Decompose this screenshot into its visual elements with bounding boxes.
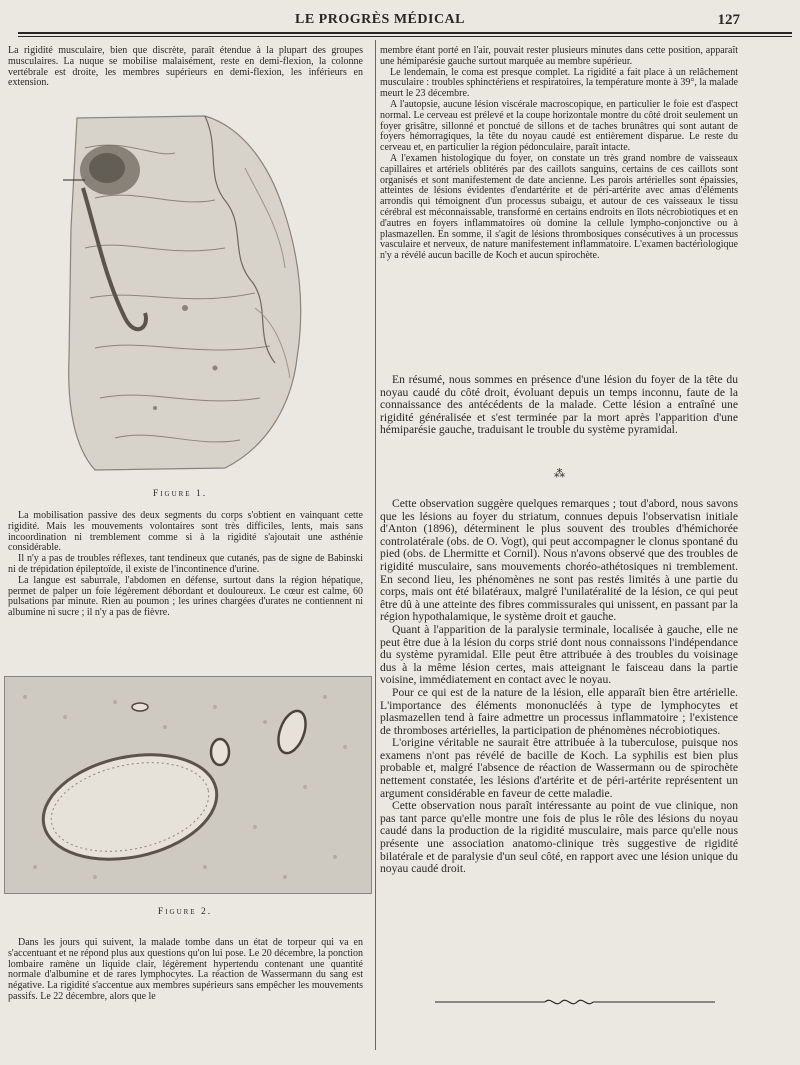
paragraph: Cette observation nous paraît intéressante au point de vue clinique, non pas tant parce qu'elle montre une fois de plus le rôle des lésions du noyau caudé dans la production de la rigidité musculaire, mais parce qu'elle nous présente une association anatomo-clinique très suggestive de rigidité bilatérale et de paralysie d'un seul côté, en rapport avec une lésion unique du noyau caudé droit.	[380, 799, 738, 876]
paragraph: La langue est saburrale, l'abdomen en défense, surtout dans la région hépatique, permet de palper un foie légèrement débordant et douloureux. Le cœur est calme, 60 pulsations par minute. Rien au poumon ; les urines chargées d'urates ne contiennent ni albumine ni sucre ; il n'y a pas de fièvre.	[8, 574, 363, 619]
summary-paragraph	[380, 374, 738, 437]
figure-2-caption: Figure 2.	[157, 907, 213, 917]
paragraph: membre étant porté en l'air, pouvait rester plusieurs minutes dans cette position, apparaît une hémiparésie gauche surtout marquée au membre supérieur.	[380, 45, 738, 67]
figure-2-histology	[4, 676, 372, 894]
header-rule-thin	[18, 36, 792, 37]
paragraph: En résumé, nous sommes en présence d'une lésion du foyer de la tête du noyau caudé du côté droit, évoluant depuis un temps inconnu, faute de la connaissance des antécédents de la malade. Cette lésion a entraîné une rigidité généralisée et s'est terminée par la mort après l'apparition d'une hémiparésie gauche, traduisant le trouble du système pyramidal.	[380, 373, 738, 437]
end-ornament-line	[435, 992, 715, 1012]
figure-1-brain-section	[55, 108, 325, 478]
paragraph: A l'examen histologique du foyer, on constate un très grand nombre de vaisseaux capillaires et artériels oblitérés par des caillots sanguins, certains de ces caillots sont organisés et sont manifestement de date ancienne. Les parois artérielles sont épaissies, atteintes de lésions évidentes d'endartérite et de péri-artérite avec amas d'éléments arrondis qui témoignent d'un processus subaigu, et autour de ces vaisseaux le tissu cérébral est méconnaissable, transformé en certains endroits en îlots nécrobiotiques et en d'autres en foyers inflammatoires où domine la cellule lympho-conjonctive ou à plasmazellen. En somme, il s'agit de lésions thrombosiques consécutives à un processus vasculaire et nerveux, de nature manifestement inflammatoire. L'examen bactériologique n'y a révélé aucun bacille de Koch et aucun spirochète.	[380, 152, 738, 262]
paragraph: Il n'y a pas de troubles réflexes, tant tendineux que cutanés, pas de signe de Babinski ni de trépidation épileptoïde, il existe de l'incontinence d'urine.	[8, 553, 363, 575]
left-intro-paragraph	[8, 46, 363, 89]
end-ornament	[435, 992, 715, 1012]
paragraph: L'origine véritable ne saurait être attribuée à la tuberculose, puisque nos examens n'ont pas révélé de bacille de Koch. La syphilis est bien plus probable et, malgré l'absence de réaction de Wassermann ou de spirochète nettement constatée, les lésions d'artérite et de péri-artérite représentent un argument considérable en faveur de cette maladie.	[380, 736, 738, 800]
left-followup-paragraph	[8, 938, 363, 1003]
paragraph: La mobilisation passive des deux segments du corps s'obtient en vainquant cette rigidité. Mais les mouvements volontaires sont très difficiles, lents, mais sans incoordination ni tremblement comme si à la rigidité s'ajoutait une asthénie considérable.	[8, 510, 363, 554]
paragraph: Dans les jours qui suivent, la malade tombe dans un état de torpeur qui va en s'accentuant et ne répond plus aux questions qu'on lui pose. Le 20 décembre, la ponction lombaire ramène un liquide clair, légèrement hypertendu contenant une quantité normale d'albumine et de rares lymphocytes. La réaction de Wassermann du sang est négative. La rigidité s'accentue aux membres supérieurs sans empêcher les mouvements passifs. Le 22 décembre, alors que le	[8, 937, 363, 1002]
figure-1-caption: Figure 1.	[152, 489, 208, 499]
header-rule	[18, 32, 792, 34]
histology-illustration	[5, 677, 371, 893]
paragraph: Cette observation suggère quelques remarques ; tout d'abord, nous savons que les lésions au foyer du striatum, connues depuis l'observatisn initiale d'Anton (1896), déterminent le plus souvent des troubles d'hémichorée controlatérale (obs. de O. Vogt), qui peut accompagner le clonus spontané du pied (obs. de Lhermitte et Cornil). Nous n'avons observé que des troubles de rigidité musculaire, sans mouvements choréo-athétosiques ni tremblement. En second lieu, les phénomènes ne sont pas restés limités à une partie du corps, mais ont été bilatéraux, malgré l'unilatéralité de la lésion, ce qui peut être dû à une atteinte des fibres commissurales qui unissent, en passant par la région hypothalamique, le système droit et gauche.	[380, 497, 738, 624]
discussion-paragraphs	[380, 498, 738, 876]
paragraph: La rigidité musculaire, bien que discrète, paraît étendue à la plupart des groupes musculaires. La nuque se mobilise malaisément, reste en demi-flexion, la colonne vertébrale est droite, les membres supérieurs en demi-flexion, les inférieurs en extension.	[8, 45, 363, 89]
page-number: 127	[717, 12, 740, 28]
running-title: LE PROGRÈS MÉDICAL	[294, 12, 466, 27]
paragraph: Pour ce qui est de la nature de la lésion, elle apparaît bien être artérielle. L'importance des éléments mononucléés à type de lymphocytes et plasmazellen tend à faire admettre un processus inflammatoire ; l'existence de thromboses artérielles, la participation de phénomènes nécrobiotiques.	[380, 685, 738, 737]
running-head	[0, 10, 800, 32]
paragraph: A l'autopsie, aucune lésion viscérale macroscopique, en particulier le foie est d'aspect normal. Le cerveau est prélevé et la coupe horizontale montre du côté droit seulement un foyer grisâtre, sillonné et ponctué de sillons et de taches brunâtres qui sont autant de foyers hémorragiques, la tête du noyau caudé est entièrement disparue. Le reste du cerveau et, en particulier la région pédonculaire, paraît intacte.	[380, 98, 738, 154]
right-case-paragraphs	[380, 46, 738, 262]
paragraph: Le lendemain, le coma est presque complet. La rigidité a fait place à un relâchement musculaire : troubles sphinctériens et respiratoires, la température monte à 39°, la malade meurt le 23 décembre.	[380, 66, 738, 100]
left-clinical-paragraphs	[8, 511, 363, 619]
column-divider	[375, 40, 376, 1050]
paragraph: Quant à l'apparition de la paralysie terminale, localisée à gauche, elle ne peut être due à la lésion du corps strié dont nous connaissons l'indépendance du système pyramidal. Elle peut être attribuée à des troubles du voisinage dus à la même lésion certes, mais atteignant le faisceau dans la partie voisine, immédiatement en contact avec le noyau.	[380, 622, 738, 687]
brain-section-illustration	[55, 108, 325, 478]
section-asterism: ⁂	[554, 468, 566, 480]
